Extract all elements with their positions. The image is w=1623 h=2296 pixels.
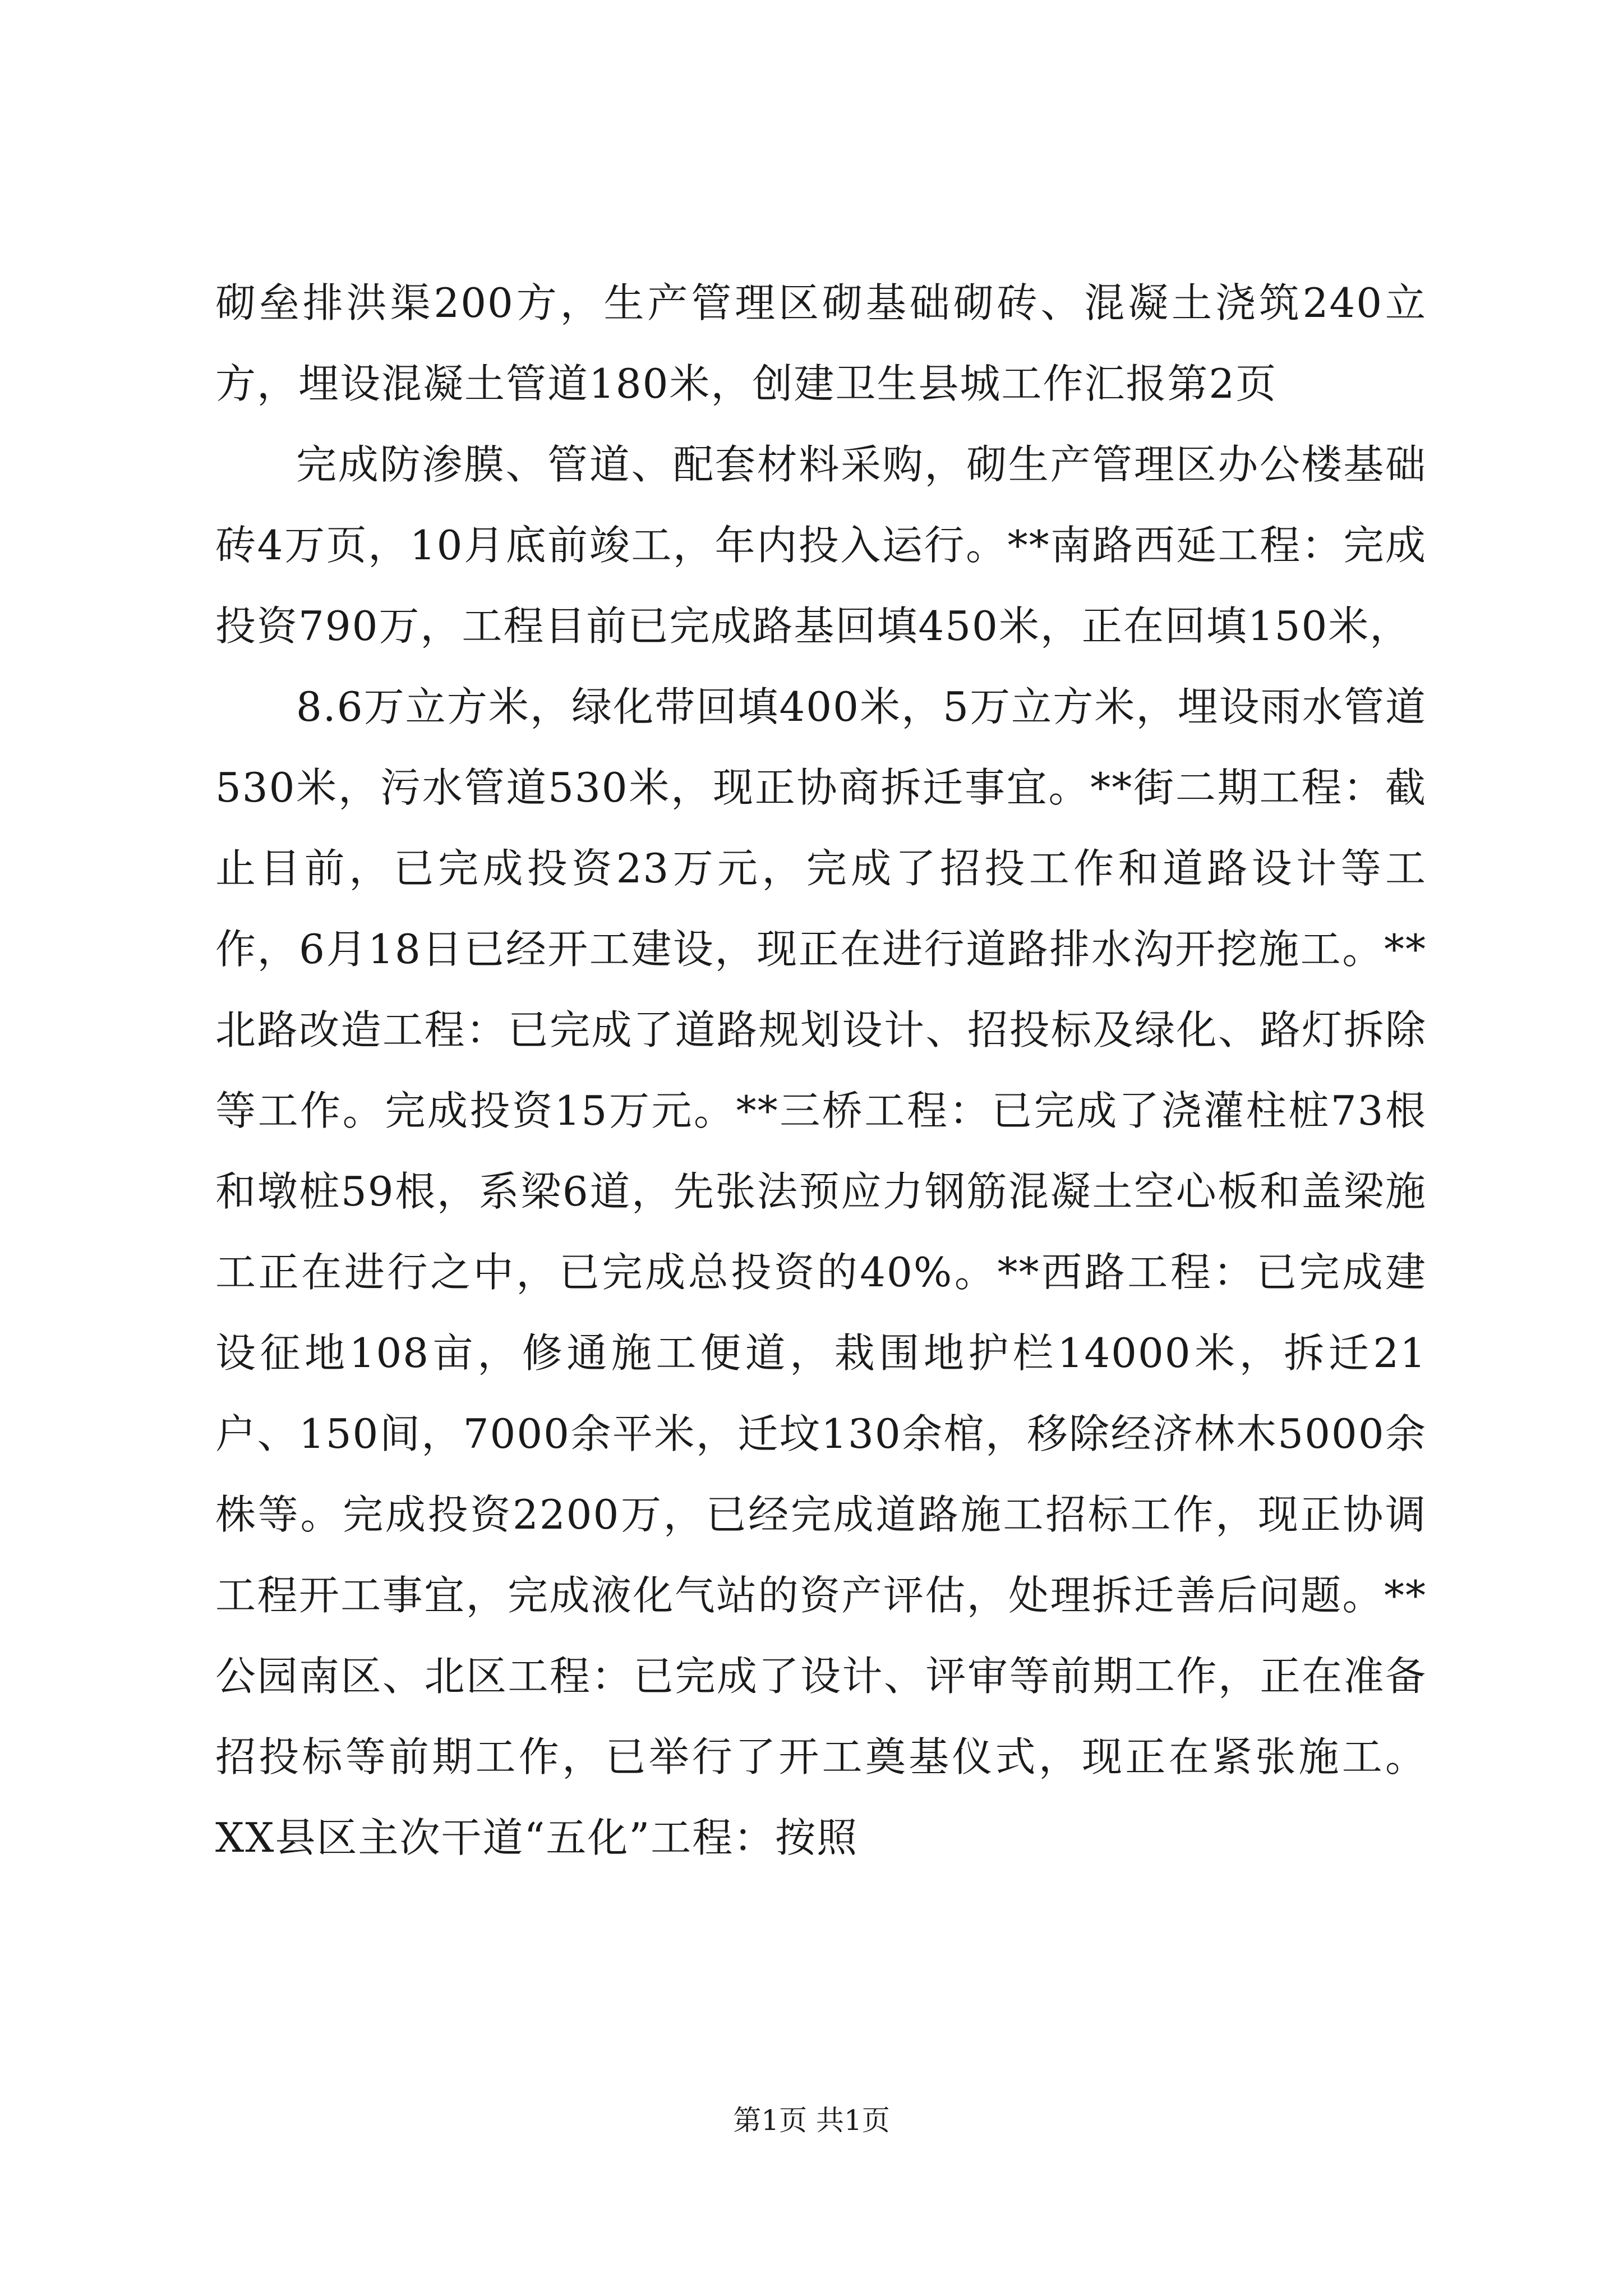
paragraph-continuation: 砌垒排洪渠200方，生产管理区砌基础砌砖、混凝土浇筑240立方，埋设混凝土管道180米，创建卫生县城工作汇报第2页: [215, 279, 1427, 407]
paragraph-projects: 8.6万立方米，绿化带回填400米，5万立方米，埋设雨水管道530米，污水管道530米，现正协商拆迁事宜。**街二期工程：截止目前，已完成投资23万元，完成了招投工作和道路设计等工作，6月18日已经开工建设，现正在进行道路排水沟开挖施工。**北路改造工程：已完成了道路规划设计、招投标及绿化、路灯拆除等工作。完成投资15万元。**三桥工程：已完成了浇灌柱桩73根和墩桩59根，系梁6道，先张法预应力钢筋混凝土空心板和盖梁施工正在进行之中，已完成总投资的40%。**西路工程：已完成建设征地108亩，修通施工便道，栽围地护栏14000米，拆迁21户、150间，7000余平米，迁坟130余棺，移除经济林木5000余株等。完成投资2200万，已经完成道路施工招标工作，现正协调工程开工事宜，完成液化气站的资产评估，处理拆迁善后问题。**公园南区、北区工程：已完成了设计、评审等前期工作，正在准备招投标等前期工作，已举行了开工奠基仪式，现正在紧张施工。XX县区主次干道“五化”工程：按照: [215, 683, 1427, 1861]
paragraph-procurement: 完成防渗膜、管道、配套材料采购，砌生产管理区办公楼基础砖4万页，10月底前竣工，年内投入运行。**南路西延工程：完成投资790万，工程目前已完成路基回填450米，正在回填150米，: [215, 441, 1427, 650]
page-number-footer: 第1页 共1页: [733, 2104, 890, 2137]
document-body: [215, 263, 1427, 1878]
